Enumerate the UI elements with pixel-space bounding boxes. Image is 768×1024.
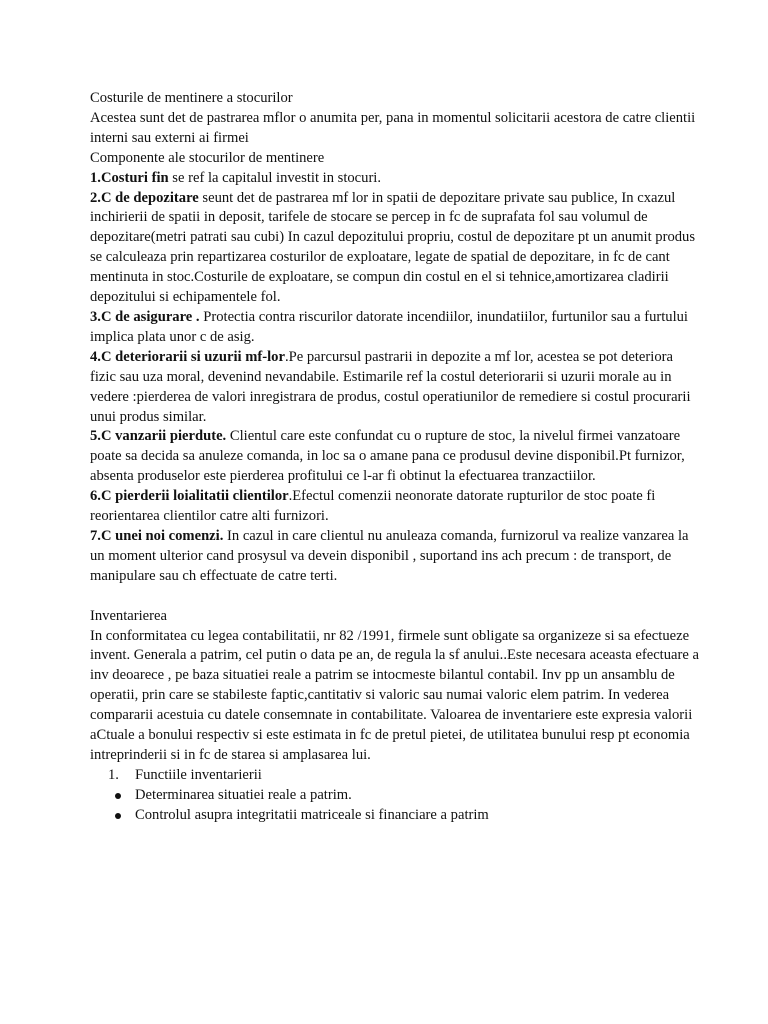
paragraph-gap [90,587,700,607]
bullet-list [90,786,700,826]
inventory-heading: Inventarierea [90,607,167,624]
cost-item-text: se ref la capitalul investit in stocuri. [168,169,382,186]
bullet-icon [115,813,121,819]
cost-item-text: .Efectul comenzii neonorate datorate rupturilor de stoc poate fi reorientarea clientilor catre alti furnizori. [90,488,656,525]
cost-item [90,189,700,308]
section-title: Costurile de mentinere a stocurilor [90,90,293,106]
cost-item-text: Protectia contra riscurilor datorate incendiilor, inundatiilor, furtunilor sau a furtului implica plata unor c de asig. [90,308,688,345]
list-item [90,766,700,786]
cost-item-text: seunt det de pastrarea mf lor in spatii de depozitare private sau publice, In cxazul inchirierii de spatii in deposit, tarifele de stocare se percep in fc de suprafata fol sau volumul de depozitare(metri patrati sau cubi) In cazul depozitului propriu, costul de depozitare pt un anumit produs se calculeaza prin repartizarea costurilor de exploatare, legate de spatial de depozitare, in fc de cant mentinuta in stoc.Costurile de exploatare, se compun din costul en el si tehnice,amortizarea cladirii depozitului si echipamentele fol. [90,189,696,306]
inventory-paragraph: In conformitatea cu legea contabilitatii, nr 82 /1991, firmele sunt obligate sa organizeze si sa efectueze invent. Generala a patrim, cel putin o data pe an, de regula la sf anului..Este necesara aceasta efectuare a inv deoarece , pe baza situatiei reale a patrim se intocmeste bilantul contabil. Inv pp un ansamblu de operatii, prin care se stabileste faptic,cantitativ si valoric sau numai valoric elem patrim. In vederea compararii acestuia cu datele consemnate in contabilitate. Valoarea de inventariere este expresia valorii aCtuale a bonului respectiv si este estimata in fc de pretul pietei, de utilitatea bunului resp pt economia intreprinderii si in fc de starea si amplasarea lui. [90,627,699,763]
cost-item [90,308,700,348]
list-item [90,786,700,806]
list-item-text: Controlul asupra integritatii matriceale si financiare a patrim [135,806,489,823]
list-item [90,806,700,826]
numbered-list [90,766,700,786]
cost-item-text: In cazul in care clientul nu anuleaza comanda, furnizorul va realize vanzarea la un moment ulterior cand prosysul va devein disponibil , suportand ins ach precum : de transport, de manipulare sau ch effectuate de catre terti. [90,527,689,584]
cost-item [90,487,700,527]
cost-item [90,169,700,189]
list-number: 1. [108,766,119,783]
cost-item-text: .Pe parcursul pastrarii in depozite a mf lor, acestea se pot deteriora fizic sau uza moral, devenind nevandabile. Estimarile ref la costul deteriorarii si uzurii morale au in vedere :pierderea de valori inregistrara de produs, costul operatiunilor de remediere si costul procurarii unui produs similar. [90,348,691,425]
document-body [90,89,700,826]
cost-item-label: 1.Costuri fin [90,169,169,186]
cost-item-label: 4.C deteriorarii si uzurii mf-lor [90,348,285,365]
list-item-text: Functiile inventarierii [135,766,262,783]
bullet-icon [115,793,121,799]
cost-item-text: Clientul care este confundat cu o rupture de stoc, la nivelul firmei vanzatoare poate sa decida sa anuleze comanda, in loc sa o amane pana ce produsul devine disponibil.Pt furnizor, absenta produselor este pierderea profitului ce l-ar fi obtinut la efectuarea tranzactiilor. [90,428,685,485]
components-heading: Componente ale stocurilor de mentinere [90,149,325,166]
cost-item [90,427,700,487]
list-item-text: Determinarea situatiei reale a patrim. [135,786,352,803]
cost-item [90,527,700,587]
cost-item [90,348,700,428]
cost-item-label: 7.C unei noi comenzi. [90,527,224,544]
cost-item-label: 6.C pierderii loialitatii clientilor [90,488,289,505]
intro-paragraph: Acestea sunt det de pastrarea mflor o anumita per, pana in momentul solicitarii acestora de catre clientii interni sau externi ai firmei [90,109,696,146]
cost-item-label: 3.C de asigurare . [90,308,200,325]
cost-item-label: 5.C vanzarii pierdute. [90,428,227,445]
cost-item-label: 2.C de depozitare [90,189,199,206]
